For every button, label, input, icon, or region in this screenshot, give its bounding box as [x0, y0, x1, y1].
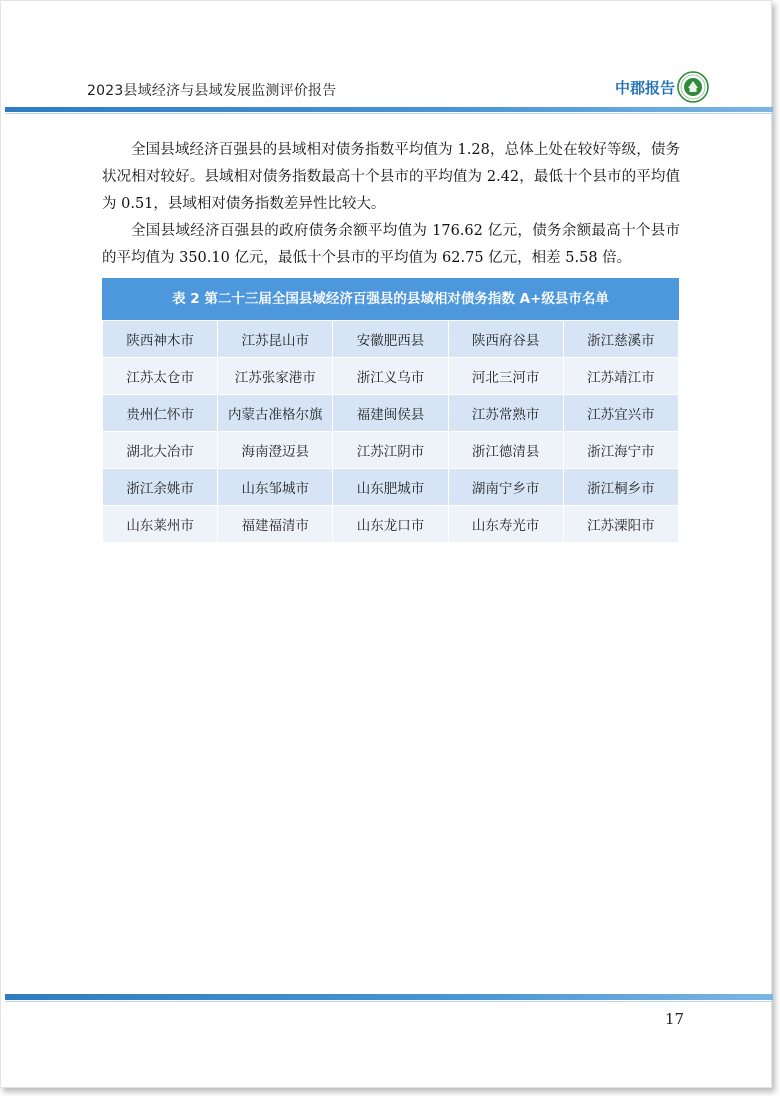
table-cell: 河北三河市 — [448, 358, 563, 395]
table-cell: 山东邹城市 — [218, 469, 333, 506]
table-row — [103, 321, 679, 358]
table-cell: 江苏江阴市 — [333, 432, 448, 469]
table-row — [103, 506, 679, 543]
table-cell: 江苏常熟市 — [448, 395, 563, 432]
table-cell: 湖南宁乡市 — [448, 469, 563, 506]
brand-name: 中郡报告 — [615, 79, 676, 97]
table-cell: 山东寿光市 — [448, 506, 563, 543]
footer-rule — [5, 994, 773, 1000]
header-rule-thin — [5, 113, 773, 114]
page-number: 17 — [665, 1010, 685, 1028]
table-row — [103, 469, 679, 506]
table-cell: 内蒙古准格尔旗 — [218, 395, 333, 432]
county-table — [102, 278, 679, 543]
table-cell: 贵州仁怀市 — [103, 395, 218, 432]
table-cell: 福建闽侯县 — [333, 395, 448, 432]
table-cell: 浙江余姚市 — [103, 469, 218, 506]
table-row — [103, 358, 679, 395]
table-cell: 浙江义乌市 — [333, 358, 448, 395]
table-cell: 陕西神木市 — [103, 321, 218, 358]
table-row — [103, 395, 679, 432]
table-cell: 浙江海宁市 — [563, 432, 678, 469]
header-rule — [5, 107, 773, 112]
paragraph-debt-index: 全国县域经济百强县的县域相对债务指数平均值为 1.28，总体上处在较好等级，债务状况相对较好。县域相对债务指数最高十个县市的平均值为 2.42，最低十个县市的平均值为 0.51，县域相对债务指数差异性比较大。 — [102, 142, 680, 212]
table-cell: 陕西府谷县 — [448, 321, 563, 358]
table-cell: 海南澄迈县 — [218, 432, 333, 469]
table-cell: 江苏昆山市 — [218, 321, 333, 358]
table-cell: 浙江慈溪市 — [563, 321, 678, 358]
report-title: 2023县域经济与县域发展监测评价报告 — [87, 83, 337, 99]
county-grid — [102, 320, 679, 543]
body-text-block-2 — [102, 218, 680, 272]
table-cell: 山东莱州市 — [103, 506, 218, 543]
table-cell: 江苏张家港市 — [218, 358, 333, 395]
table-cell: 江苏宜兴市 — [563, 395, 678, 432]
zhongjun-seal-logo-icon — [677, 71, 709, 103]
table-row — [103, 432, 679, 469]
footer-rule-thin — [5, 1001, 773, 1002]
table-cell: 福建福清市 — [218, 506, 333, 543]
table-cell: 浙江桐乡市 — [563, 469, 678, 506]
table-cell: 湖北大冶市 — [103, 432, 218, 469]
table-cell: 浙江德清县 — [448, 432, 563, 469]
table-cell: 山东龙口市 — [333, 506, 448, 543]
table-cell: 江苏靖江市 — [563, 358, 678, 395]
body-text-block-1 — [102, 137, 680, 218]
table-cell: 山东肥城市 — [333, 469, 448, 506]
table-cell: 安徽肥西县 — [333, 321, 448, 358]
paragraph-debt-balance: 全国县域经济百强县的政府债务余额平均值为 176.62 亿元，债务余额最高十个县市的平均值为 350.10 亿元，最低十个县市的平均值为 62.75 亿元，相差 5.58 倍。 — [102, 223, 680, 266]
table-cell: 江苏太仓市 — [103, 358, 218, 395]
table-cell: 江苏溧阳市 — [563, 506, 678, 543]
table-caption: 表 2 第二十三届全国县域经济百强县的县域相对债务指数 A+级县市名单 — [102, 278, 679, 320]
